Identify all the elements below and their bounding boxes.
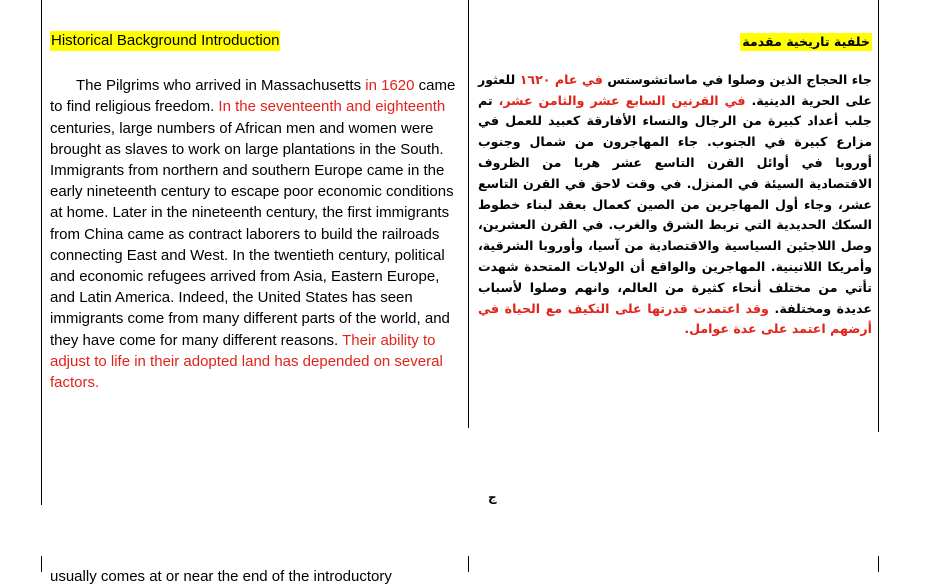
arabic-highlight-centuries: في القرنين السابع عشر والثامن عشر، xyxy=(498,92,746,108)
english-text-3: centuries, large numbers of African men and women were brought as slaves to work on large plantations in the South. Immigrants from northern and southern Europe came in the early nineteenth century to escape poor economic conditions at home. Later in the nineteenth century, the first immigrants from China came as contract laborers to build the railroads connecting East and West. In the twentieth century, political and economic refugees arrived from Asia, Eastern Europe, and Latin America. Indeed, the United States has seen immigrants come from many different parts of the world, and they have come for many different reasons. xyxy=(50,119,454,349)
arabic-highlight-year: في عام ١٦٢٠ xyxy=(519,71,603,87)
next-page-center-line xyxy=(468,556,469,572)
next-page-left-line xyxy=(41,556,42,572)
english-column xyxy=(50,30,462,393)
next-page-right-line xyxy=(878,556,879,572)
page-number: ج xyxy=(488,490,497,504)
arabic-text-2: للعثور على الحرية الدينية. xyxy=(478,71,872,108)
english-paragraph xyxy=(50,75,462,393)
english-highlight-centuries: In the seventeenth and eighteenth xyxy=(218,98,446,116)
english-text-2: came to find religious freedom. xyxy=(50,77,456,116)
arabic-paragraph xyxy=(478,70,872,340)
english-highlight-year: in 1620 xyxy=(365,77,415,95)
next-page-text xyxy=(50,562,460,585)
arabic-highlight-conclusion: وقد اعتمدت قدرتها على التكيف مع الحياة في أرضهم اعتمد على عدة عوامل. xyxy=(478,300,872,337)
arabic-text-1: جاء الحجاج الذين وصلوا في ماساتشوستس xyxy=(602,71,872,87)
center-divider-line xyxy=(468,0,469,428)
arabic-heading: خلفية تاريخية مقدمة xyxy=(742,34,870,49)
english-heading: Historical Background Introduction xyxy=(51,32,280,49)
arabic-text-3: تم جلب أعداد كبيرة من الرجال والنساء الأفارقة كعبيد للعمل في مزارع كبيرة في الجنوب. جاء المهاجرون من شمال وجنوب أوروبا في أوائل القرن التاسع عشر هربا من الظروف الاقتصادية السيئة في المنزل. في وقت لاحق في القرن التاسع عشر، وجاء أول المهاجرين من الصين كعمال بعقد لبناء خطوط السكك الحديدية التي تربط الشرق والغرب. في القرن العشرين، وصل اللاجئين السياسية والاقتصادية من آسيا، وأوروبا الشرقية، وأمريكا اللاتينية. المهاجرين والواقع أن الولايات المتحدة شهدت تأتي من مختلف أنحاء كثيرة من العالم، وانهم وصلوا لأسباب عديدة ومختلفة. xyxy=(478,92,872,316)
next-page-text-line: usually comes at or near the end of the introductory xyxy=(50,568,392,585)
english-highlight-conclusion: Their ability to adjust to life in their adopted land has depended on several factors. xyxy=(50,331,443,392)
arabic-column xyxy=(478,32,872,340)
right-margin-line xyxy=(878,0,879,432)
english-text-1: The Pilgrims who arrived in Massachusetts xyxy=(76,77,366,95)
left-margin-line xyxy=(41,0,42,505)
